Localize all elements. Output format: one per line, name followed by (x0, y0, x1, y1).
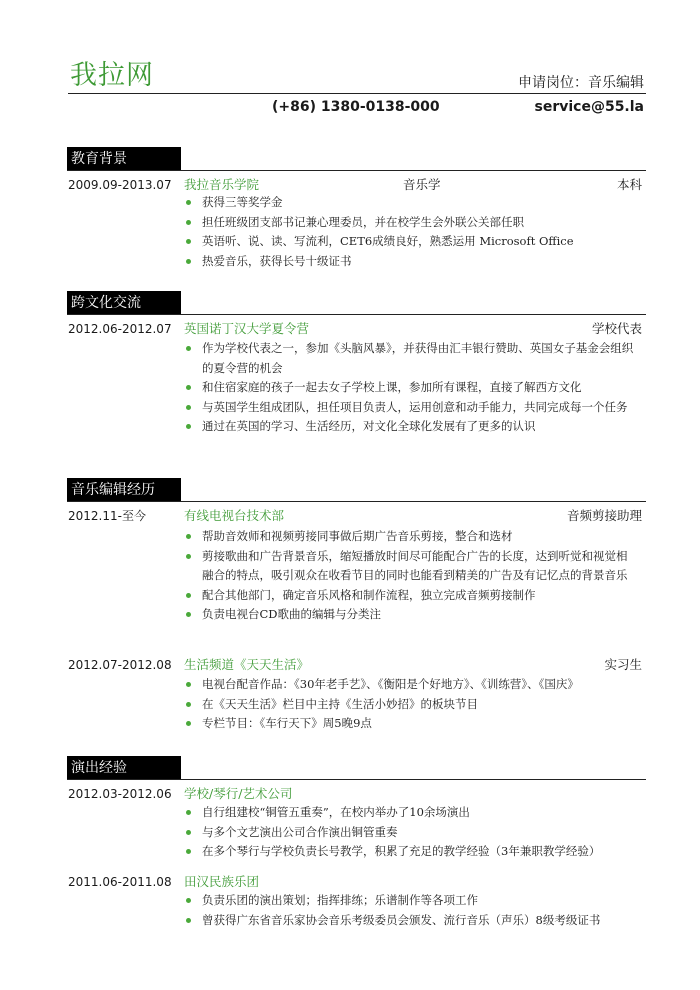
bullet-dot-icon (186, 849, 191, 854)
email-address[interactable]: service@55.la (534, 99, 644, 115)
entry-organization: 学校/琴行/艺术公司 (184, 786, 293, 801)
list-item: 电视台配音作品：《30年老手艺》、《衡阳是个好地方》、《训练营》、《国庆》 (186, 675, 634, 695)
section-title: 跨文化交流 (71, 295, 141, 311)
bullet-dot-icon (186, 346, 191, 351)
bullet-dot-icon (186, 424, 191, 429)
bullet-dot-icon (186, 385, 191, 390)
entry-date: 2012.11-至今 (68, 509, 146, 523)
entry-role: 实习生 (604, 657, 642, 672)
section-divider (67, 779, 646, 780)
section-title: 教育背景 (71, 151, 127, 167)
section-header-education (67, 147, 181, 171)
list-item: 热爱音乐，获得长号十级证书 (186, 252, 634, 272)
list-item: 通过在英国的学习、生活经历，对文化全球化发展有了更多的认识 (186, 417, 634, 437)
entry-organization: 英国诺丁汉大学夏令营 (184, 321, 310, 336)
bullet-dot-icon (186, 682, 191, 687)
section-divider (67, 314, 646, 315)
bullet-dot-icon (186, 405, 191, 410)
bullet-dot-icon (186, 721, 191, 726)
bullet-dot-icon (186, 702, 191, 707)
list-item: 在多个琴行与学校负责长号教学，积累了充足的教学经验（3年兼职教学经验） (186, 842, 634, 862)
section-divider (67, 501, 646, 502)
bullet-dot-icon (186, 200, 191, 205)
bullet-dot-icon (186, 918, 191, 923)
entry-date: 2009.09-2013.07 (68, 178, 172, 192)
bullet-dot-icon (186, 898, 191, 903)
entry-role: 音频剪接助理 (566, 508, 642, 523)
phone-number: (+86) 1380-0138-000 (272, 99, 440, 115)
list-item: 配合其他部门，确定音乐风格和制作流程，独立完成音频剪接制作 (186, 586, 634, 606)
bullet-dot-icon (186, 593, 191, 598)
section-header-cross-cultural (67, 291, 181, 315)
bullet-dot-icon (186, 259, 191, 264)
entry-organization: 田汉民族乐团 (184, 874, 260, 889)
entry-bullet-list (186, 675, 634, 734)
list-item: 负责乐团的演出策划；指挥排练；乐谱制作等各项工作 (186, 891, 634, 911)
entry-date: 2012.07-2012.08 (68, 658, 172, 672)
entry-organization: 生活频道《天天生活》 (184, 657, 310, 672)
entry-bullet-list (186, 339, 634, 437)
section-divider (67, 170, 646, 171)
bullet-dot-icon (186, 830, 191, 835)
entry-bullet-list (186, 527, 634, 625)
entry-bullet-list (186, 193, 634, 271)
section-header-music-editing (67, 478, 181, 502)
entry-organization: 有线电视台技术部 (184, 508, 285, 523)
entry-date: 2011.06-2011.08 (68, 875, 172, 889)
bullet-dot-icon (186, 612, 191, 617)
entry-date: 2012.06-2012.07 (68, 322, 172, 336)
list-item: 帮助音效师和视频剪接同事做后期广告音乐剪接，整合和选材 (186, 527, 634, 547)
bullet-dot-icon (186, 239, 191, 244)
bullet-dot-icon (186, 810, 191, 815)
list-item: 与英国学生组成团队，担任项目负责人，运用创意和动手能力，共同完成每一个任务 (186, 398, 634, 418)
list-item: 与多个文艺演出公司合作演出铜管重奏 (186, 823, 634, 843)
section-title: 演出经验 (71, 760, 127, 776)
list-item: 负责电视台CD歌曲的编辑与分类注 (186, 605, 634, 625)
list-item: 作为学校代表之一，参加《头脑风暴》，并获得由汇丰银行赞助、英国女子基金会组织的夏令营的机会 (186, 339, 634, 378)
entry-bullet-list (186, 891, 634, 930)
entry-role: 学校代表 (591, 321, 642, 336)
section-title: 音乐编辑经历 (71, 482, 155, 498)
bullet-dot-icon (186, 220, 191, 225)
job-target: 申请岗位：音乐编辑 (518, 75, 644, 91)
entry-bullet-list (186, 803, 634, 862)
list-item: 获得三等奖学金 (186, 193, 634, 213)
list-item: 担任班级团支部书记兼心理委员，并在校学生会外联公关部任职 (186, 213, 634, 233)
bullet-dot-icon (186, 534, 191, 539)
entry-role: 本科 (616, 177, 642, 192)
list-item: 英语听、说、读、写流利，CET6成绩良好，熟悉运用 Microsoft Office (186, 232, 634, 252)
list-item: 剪接歌曲和广告背景音乐，缩短播放时间尽可能配合广告的长度，达到听觉和视觉相融合的特点，吸引观众在收看节目的同时也能看到精美的广告及有记忆点的背景音乐 (186, 547, 634, 586)
list-item: 在《天天生活》栏目中主持《生活小妙招》的板块节目 (186, 695, 634, 715)
list-item: 曾获得广东省音乐家协会音乐考级委员会颁发、流行音乐（声乐）8级考级证书 (186, 911, 634, 931)
list-item: 和住宿家庭的孩子一起去女子学校上课，参加所有课程，直接了解西方文化 (186, 378, 634, 398)
candidate-name: 我拉网 (70, 60, 154, 91)
entry-date: 2012.03-2012.06 (68, 787, 172, 801)
list-item: 自行组建校“铜管五重奏”，在校内举办了10余场演出 (186, 803, 634, 823)
header-divider (68, 93, 646, 94)
entry-major: 音乐学 (403, 177, 441, 192)
section-header-performance (67, 756, 181, 780)
list-item: 专栏节目：《车行天下》周5晚9点 (186, 714, 634, 734)
entry-organization: 我拉音乐学院 (184, 177, 260, 192)
bullet-dot-icon (186, 554, 191, 559)
